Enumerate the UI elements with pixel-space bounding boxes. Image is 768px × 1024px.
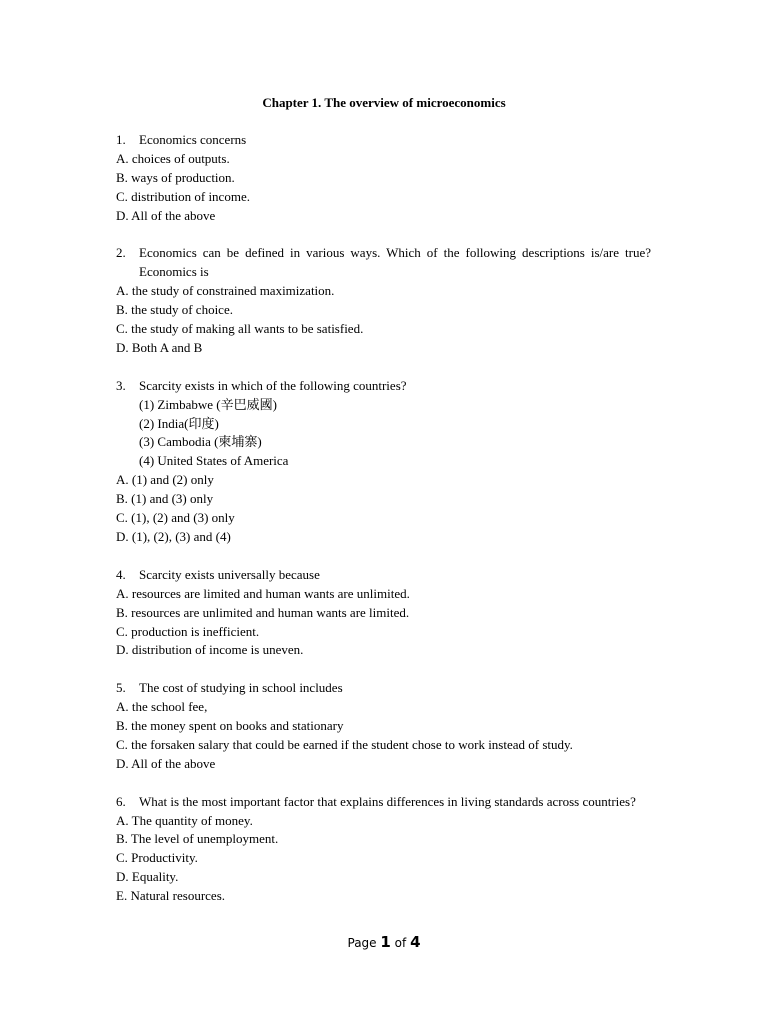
total-pages-number: 4 xyxy=(410,933,421,951)
question-3 xyxy=(116,377,651,547)
question-1 xyxy=(116,131,651,226)
option-a: A. the school fee, xyxy=(116,699,208,715)
option-c: C. Productivity. xyxy=(116,850,198,866)
option-b: B. resources are unlimited and human wants are limited. xyxy=(116,604,410,620)
question-list xyxy=(116,131,651,906)
question-number: 3. xyxy=(116,377,126,393)
option-b: B. the study of choice. xyxy=(116,302,233,318)
statement-3: (3) Cambodia (柬埔寨) xyxy=(139,434,262,450)
option-b: B. (1) and (3) only xyxy=(116,491,214,507)
page-word: Page xyxy=(347,936,377,950)
option-d: D. All of the above xyxy=(116,755,216,771)
option-c: C. the study of making all wants to be satisfied. xyxy=(116,321,364,337)
question-4 xyxy=(116,566,651,661)
chapter-title: Chapter 1. The overview of microeconomics xyxy=(262,95,506,110)
question-text: Economics can be defined in various ways. Which of the following descriptions is/are true? Economics is xyxy=(139,245,651,280)
option-a: A. choices of outputs. xyxy=(116,150,230,166)
question-number: 6. xyxy=(116,793,126,809)
statement-1: (1) Zimbabwe (辛巴威國) xyxy=(139,396,277,412)
page-footer xyxy=(0,932,768,953)
option-c: C. (1), (2) and (3) only xyxy=(116,510,235,526)
question-stem xyxy=(116,679,651,698)
option-e: E. Natural resources. xyxy=(116,888,226,904)
question-text: Economics concerns xyxy=(139,132,247,147)
option-a: A. resources are limited and human wants are unlimited. xyxy=(116,585,410,601)
question-stem xyxy=(116,131,651,150)
question-6 xyxy=(116,793,651,906)
question-stem xyxy=(116,793,651,812)
of-word: of xyxy=(394,936,407,950)
option-d: D. distribution of income is uneven. xyxy=(116,642,304,658)
question-stem xyxy=(116,377,651,396)
statement-2: (2) India(印度) xyxy=(139,415,219,431)
option-b: B. The level of unemployment. xyxy=(116,831,279,847)
question-text: What is the most important factor that explains differences in living standards across countries? xyxy=(139,793,636,809)
question-number: 4. xyxy=(116,566,126,582)
statement-4: (4) United States of America xyxy=(139,453,289,469)
option-d: D. All of the above xyxy=(116,207,216,223)
question-stem xyxy=(116,566,651,585)
option-c: C. distribution of income. xyxy=(116,188,250,204)
option-d: D. (1), (2), (3) and (4) xyxy=(116,529,231,544)
current-page-number: 1 xyxy=(380,933,391,951)
question-number: 5. xyxy=(116,680,126,696)
option-a: A. (1) and (2) only xyxy=(116,472,214,488)
option-c: C. the forsaken salary that could be earned if the student chose to work instead of study. xyxy=(116,736,573,752)
option-a: A. the study of constrained maximization. xyxy=(116,283,335,299)
question-text: Scarcity exists universally because xyxy=(139,566,320,582)
option-d: D. Both A and B xyxy=(116,339,203,355)
option-c: C. production is inefficient. xyxy=(116,623,260,639)
option-b: B. the money spent on books and stationary xyxy=(116,718,344,734)
question-2 xyxy=(116,244,651,357)
option-a: A. The quantity of money. xyxy=(116,812,253,828)
question-text: Scarcity exists in which of the following countries? xyxy=(139,377,407,393)
question-5 xyxy=(116,679,651,774)
question-text: The cost of studying in school includes xyxy=(139,680,343,696)
question-number: 2. xyxy=(116,245,126,261)
option-d: D. Equality. xyxy=(116,869,179,885)
question-stem xyxy=(116,244,651,282)
question-number: 1. xyxy=(116,132,126,147)
option-b: B. ways of production. xyxy=(116,169,235,185)
